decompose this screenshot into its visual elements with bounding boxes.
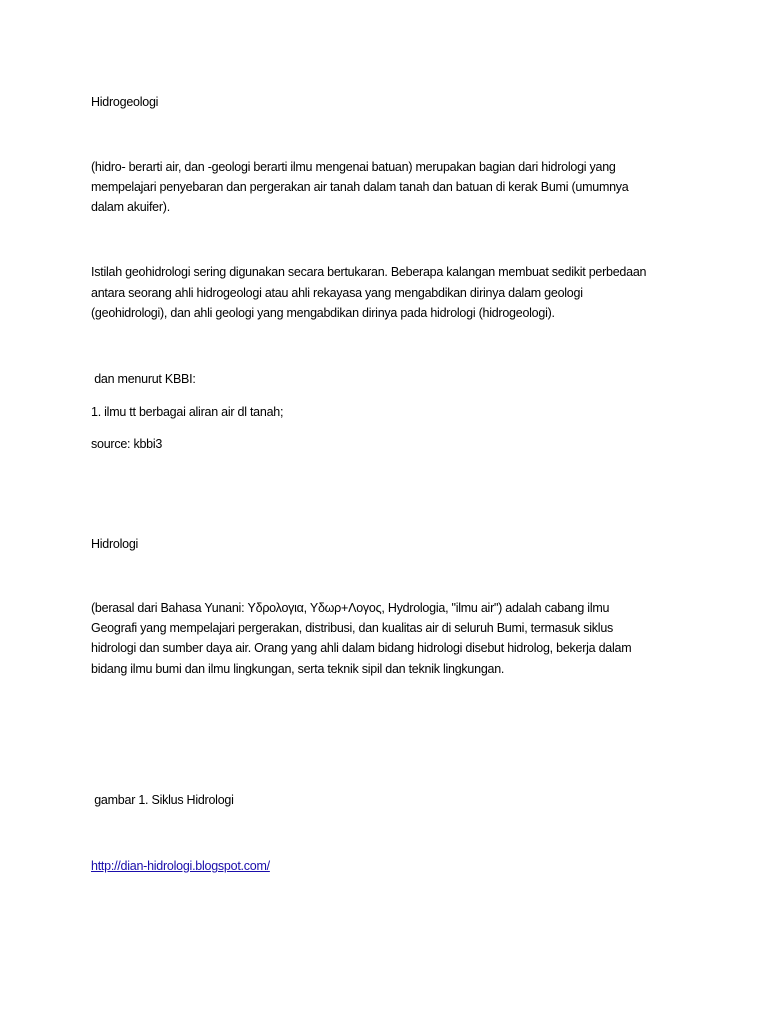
- paragraph-hidrologi-line-2: Geografi yang mempelajari pergerakan, distribusi, dan kualitas air di seluruh Bumi, termasuk siklus: [91, 621, 614, 635]
- kbbi-definition-item: 1. ilmu tt berbagai aliran air dl tanah;: [91, 405, 284, 419]
- paragraph-hidrologi-line-1: (berasal dari Bahasa Yunani: Υδρολογια, Υδωρ+Λογος, Hydrologia, "ilmu air") adalah cabang ilmu: [91, 601, 610, 615]
- paragraph-hidrogeologi-line-1: (hidro- berarti air, dan -geologi berarti ilmu mengenai batuan) merupakan bagian dari hidrologi yang: [91, 160, 616, 174]
- paragraph-hidrogeologi-line-2: mempelajari penyebaran dan pergerakan air tanah dalam tanah dan batuan di kerak Bumi (umumnya: [91, 180, 629, 194]
- figure-caption: gambar 1. Siklus Hidrologi: [91, 793, 234, 807]
- paragraph-hidrogeologi-line-3: dalam akuifer).: [91, 200, 170, 214]
- kbbi-intro: dan menurut KBBI:: [91, 372, 196, 386]
- source-note: source: kbbi3: [91, 437, 163, 451]
- paragraph-hidrologi-line-4: bidang ilmu bumi dan ilmu lingkungan, serta teknik sipil dan teknik lingkungan.: [91, 662, 505, 676]
- paragraph-geohidrologi-line-3: (geohidrologi), dan ahli geologi yang mengabdikan dirinya pada hidrologi (hidrogeologi).: [91, 306, 555, 320]
- blog-link[interactable]: http://dian-hidrologi.blogspot.com/: [91, 859, 270, 873]
- heading-hidrologi: Hidrologi: [91, 537, 139, 551]
- paragraph-geohidrologi-line-2: antara seorang ahli hidrogeologi atau ahli rekayasa yang mengabdikan dirinya dalam geologi: [91, 286, 583, 300]
- heading-hidrogeologi: Hidrogeologi: [91, 95, 159, 109]
- paragraph-geohidrologi-line-1: Istilah geohidrologi sering digunakan secara bertukaran. Beberapa kalangan membuat sedikit perbedaan: [91, 265, 647, 279]
- paragraph-hidrologi-line-3: hidrologi dan sumber daya air. Orang yang ahli dalam bidang hidrologi disebut hidrolog, bekerja dalam: [91, 641, 632, 655]
